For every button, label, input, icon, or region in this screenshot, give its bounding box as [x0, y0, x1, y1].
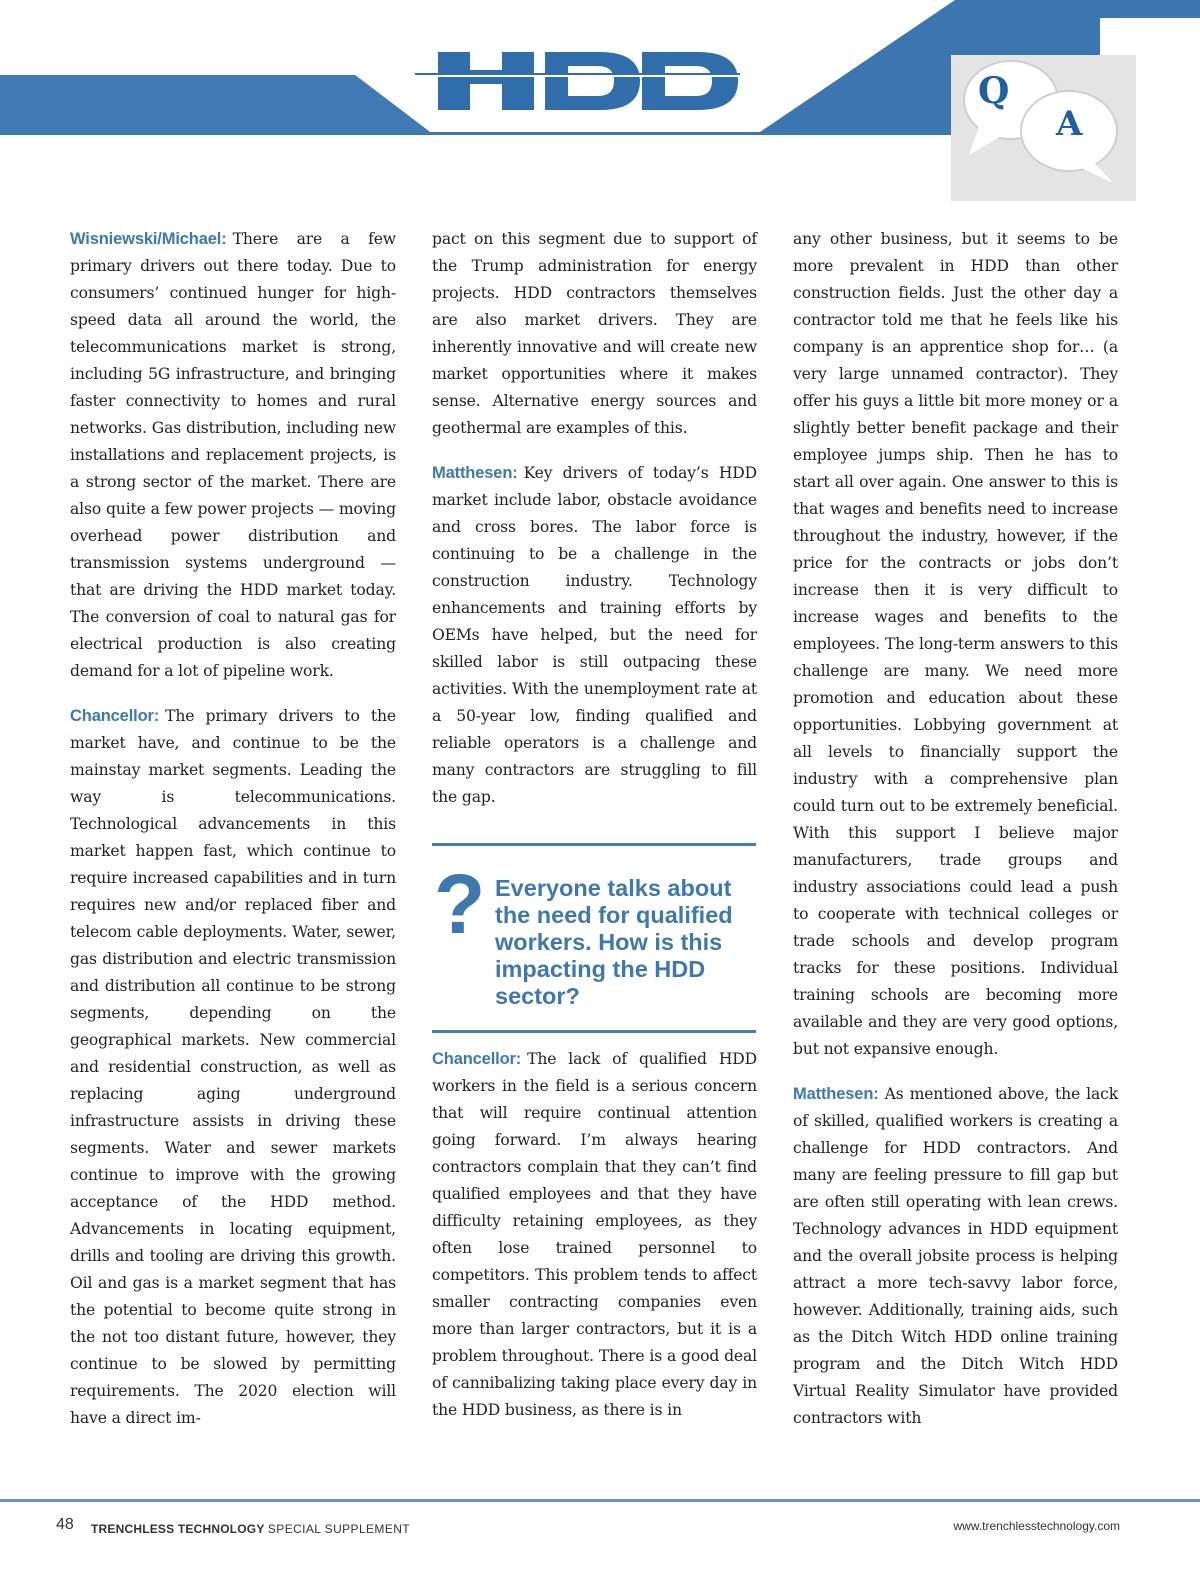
- answer-text: The primary drivers to the market have, and continue to be the mainstay market segments. Leading the way is telecommunications. Technological advancements in this market happen fast, which continue to require increased capabilities and in turn requires new and/or replaced fiber and telecom cable deployments. Water, sewer, gas distribution and electric transmission and distribution all continue to be strong segments, depending on the geographical markets. New commercial and residential construction, as well as replacing aging underground infrastructure assists in driving these segments. Water and sewer markets continue to improve with the growing acceptance of the HDD method. Advancements in locating equipment, drills and tooling are driving this growth. Oil and gas is a market segment that has the potential to become quite strong in the not too distant future, however, they continue to be slowed by permitting requirements. The 2020 election will have a direct im-: [70, 707, 396, 1427]
- qa-a-letter: A: [1056, 104, 1083, 144]
- answer-paragraph: [793, 226, 1118, 1063]
- answer-paragraph: [432, 460, 757, 811]
- qa-q-letter: Q: [978, 70, 1010, 112]
- question-mark-icon: ?: [434, 857, 486, 951]
- column-2-continued: [432, 1046, 757, 1442]
- column-2: [432, 226, 757, 829]
- speaker-name: Chancellor:: [70, 707, 160, 725]
- answer-text: The lack of qualified HDD workers in the field is a serious concern that will require continual attention going forward. I’m always hearing contractors complain that they can’t find qualified employees and that they have difficulty retaining employees, as they often lose trained personnel to competitors. This problem tends to affect smaller contracting companies even more than larger contractors, but it is a problem throughout. There is a good deal of cannibalizing taking place every day in the HDD business, as there is in: [432, 1050, 757, 1419]
- answer-text: pact on this segment due to support of the Trump administration for energy projects. HDD contractors themselves are also market drivers. They are inherently innovative and will create new market opportunities where it makes sense. Alternative energy sources and geothermal are examples of this.: [432, 230, 757, 437]
- answer-paragraph: [70, 226, 396, 685]
- question-box: [432, 843, 756, 1033]
- hdd-logo: [415, 44, 742, 110]
- speaker-name: Chancellor:: [432, 1050, 522, 1068]
- answer-paragraph: [432, 226, 757, 442]
- answer-paragraph: [793, 1081, 1118, 1432]
- footer-rule: [0, 1499, 1200, 1502]
- speaker-name: Wisniewski/Michael:: [70, 230, 227, 248]
- speaker-name: Matthesen:: [432, 464, 518, 482]
- speaker-name: Matthesen:: [793, 1085, 879, 1103]
- answer-text: Key drivers of today’s HDD market include labor, obstacle avoidance and cross bores. The labor force is continuing to be a challenge in the construction industry. Technology enhancements and training efforts by OEMs have helped, but the need for skilled labor is still outpacing these activities. With the unemployment rate at a 50-year low, finding qualified and reliable operators is a challenge and many contractors are struggling to fill the gap.: [432, 464, 757, 806]
- answer-paragraph: [70, 703, 396, 1432]
- supplement-label: SPECIAL SUPPLEMENT: [267, 1522, 411, 1536]
- answer-paragraph: [432, 1046, 757, 1424]
- column-1: [70, 226, 396, 1450]
- answer-text: any other business, but it seems to be more prevalent in HDD than other construction fields. Just the other day a contractor told me that he feels like his company is an apprentice shop for… (a very large unnamed contractor). They offer his guys a little bit more money or a slightly better benefit package and their employee jumps ship. Then he has to start all over again. One answer to this is that wages and benefits need to increase throughout the industry, however, if the price for the contracts or jobs don’t increase then it is very difficult to increase wages and benefits to the employees. The long-term answers to this challenge are many. We need more promotion and education about these opportunities. Lobbying government at all levels to financially support the industry with a comprehensive plan could turn out to be extremely beneficial. With this support I believe major manufacturers, trade groups and industry associations could lead a push to cooperate with technical colleges or trade schools and develop program tracks for these positions. Individual training schools are becoming more available and they are very good options, but not expansive enough.: [793, 230, 1118, 1058]
- answer-text: There are a few primary drivers out there today. Due to consumers’ continued hunger for high-speed data all around the world, the telecommunications market is strong, including 5G infrastructure, and bringing faster connectivity to homes and rural networks. Gas distribution, including new installations and replacement projects, is a strong sector of the market. There are also quite a few power projects — moving overhead power distribution and transmission systems underground — that are driving the HDD market today. The conversion of coal to natural gas for electrical production is also creating demand for a lot of pipeline work.: [70, 230, 396, 680]
- page-number: 48: [56, 1516, 74, 1533]
- column-3: [793, 226, 1118, 1450]
- publication-name: [91, 1522, 410, 1536]
- publication-title: TRENCHLESS TECHNOLOGY: [91, 1522, 265, 1536]
- website-link[interactable]: www.trenchlesstechnology.com: [953, 1519, 1120, 1533]
- question-text: Everyone talks about the need for qualified workers. How is this impacting the HDD sector?: [495, 875, 733, 1009]
- answer-text: As mentioned above, the lack of skilled, qualified workers is creating a challenge for HDD contractors. And many are feeling pressure to fill gap but are often still operating with lean crews. Technology advances in HDD equipment and the overall jobsite process is helping attract a more tech-savvy labor force, however. Additionally, training aids, such as the Ditch Witch HDD online training program and the Ditch Witch HDD Virtual Reality Simulator have provided contractors with: [793, 1085, 1118, 1427]
